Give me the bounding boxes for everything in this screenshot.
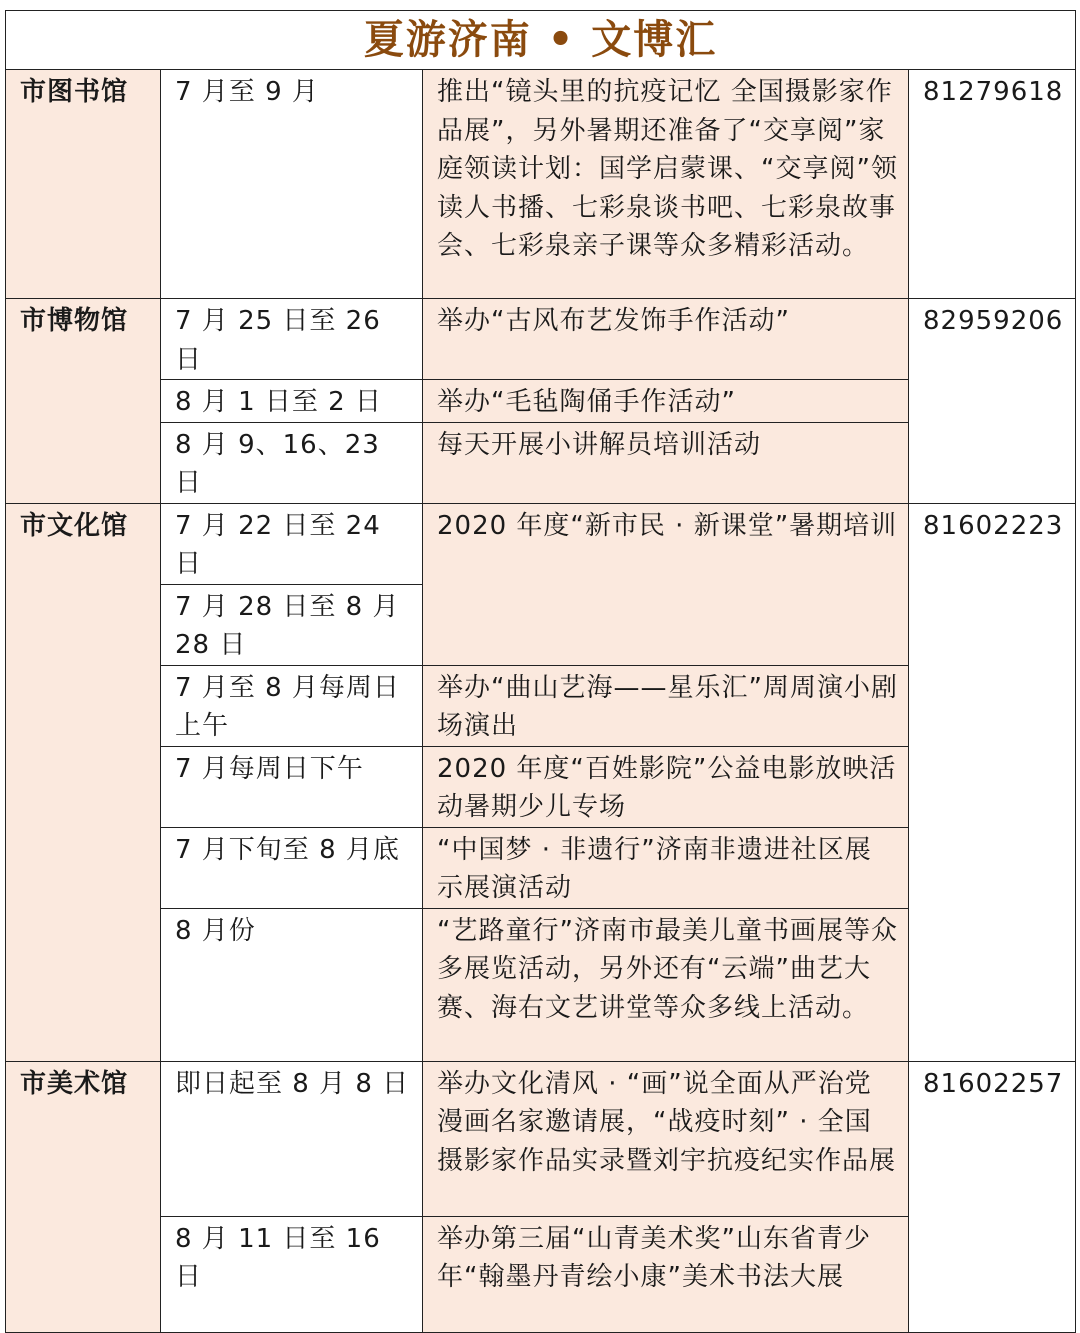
activity-cell: 每天开展小讲解员培训活动 — [423, 422, 909, 503]
venue-museum: 市博物馆 — [6, 299, 161, 504]
venue-art-museum: 市美术馆 — [6, 1061, 161, 1332]
table-row — [6, 503, 1076, 584]
period-cell: 8 月 9、16、23 日 — [161, 422, 423, 503]
table-row — [6, 1061, 1076, 1216]
phone-library: 81279618 — [909, 70, 1076, 299]
activity-cell: 举办第三届“山青美术奖”山东省青少年“翰墨丹青绘小康”美术书法大展 — [423, 1216, 909, 1332]
table-row — [6, 70, 1076, 299]
phone-museum: 82959206 — [909, 299, 1076, 504]
period-cell: 即日起至 8 月 8 日 — [161, 1061, 423, 1216]
venue-cultural-center: 市文化馆 — [6, 503, 161, 1061]
period-cell: 7 月 25 日至 26 日 — [161, 299, 423, 380]
table-row — [6, 299, 1076, 380]
period-cell: 8 月 11 日至 16 日 — [161, 1216, 423, 1332]
period-cell: 7 月每周日下午 — [161, 746, 423, 827]
activity-cell: 推出“镜头里的抗疫记忆 全国摄影家作品展”，另外暑期还准备了“交享阅”家庭领读计划：国学启蒙课、“交享阅”领读人书播、七彩泉谈书吧、七彩泉故事会、七彩泉亲子课等众多精彩活动。 — [423, 70, 909, 299]
venue-library: 市图书馆 — [6, 70, 161, 299]
period-cell: 7 月 28 日至 8 月 28 日 — [161, 584, 423, 665]
activity-cell: 举办“古风布艺发饰手作活动” — [423, 299, 909, 380]
period-cell: 8 月 1 日至 2 日 — [161, 380, 423, 423]
phone-art-museum: 81602257 — [909, 1061, 1076, 1332]
period-cell: 7 月 22 日至 24 日 — [161, 503, 423, 584]
activity-cell: 举办“曲山艺海——星乐汇”周周演小剧场演出 — [423, 665, 909, 746]
title-row — [6, 11, 1076, 70]
period-cell: 8 月份 — [161, 908, 423, 1061]
activity-table — [5, 10, 1076, 1333]
activity-cell: “艺路童行”济南市最美儿童书画展等众多展览活动，另外还有“云端”曲艺大赛、海右文艺讲堂等众多线上活动。 — [423, 908, 909, 1061]
activity-cell: 2020 年度“百姓影院”公益电影放映活动暑期少儿专场 — [423, 746, 909, 827]
activity-cell: 举办“毛毡陶俑手作活动” — [423, 380, 909, 423]
period-cell: 7 月至 8 月每周日上午 — [161, 665, 423, 746]
period-cell: 7 月至 9 月 — [161, 70, 423, 299]
activity-cell: 2020 年度“新市民 · 新课堂”暑期培训 — [423, 503, 909, 665]
activity-cell: “中国梦 · 非遗行”济南非遗进社区展示展演活动 — [423, 827, 909, 908]
phone-cultural-center: 81602223 — [909, 503, 1076, 1061]
period-cell: 7 月下旬至 8 月底 — [161, 827, 423, 908]
schedule-sheet — [5, 10, 1075, 1333]
activity-cell: 举办文化清风 · “画”说全面从严治党漫画名家邀请展，“战疫时刻” · 全国摄影家作品实录暨刘宇抗疫纪实作品展 — [423, 1061, 909, 1216]
page-title: 夏游济南 • 文博汇 — [6, 11, 1076, 70]
